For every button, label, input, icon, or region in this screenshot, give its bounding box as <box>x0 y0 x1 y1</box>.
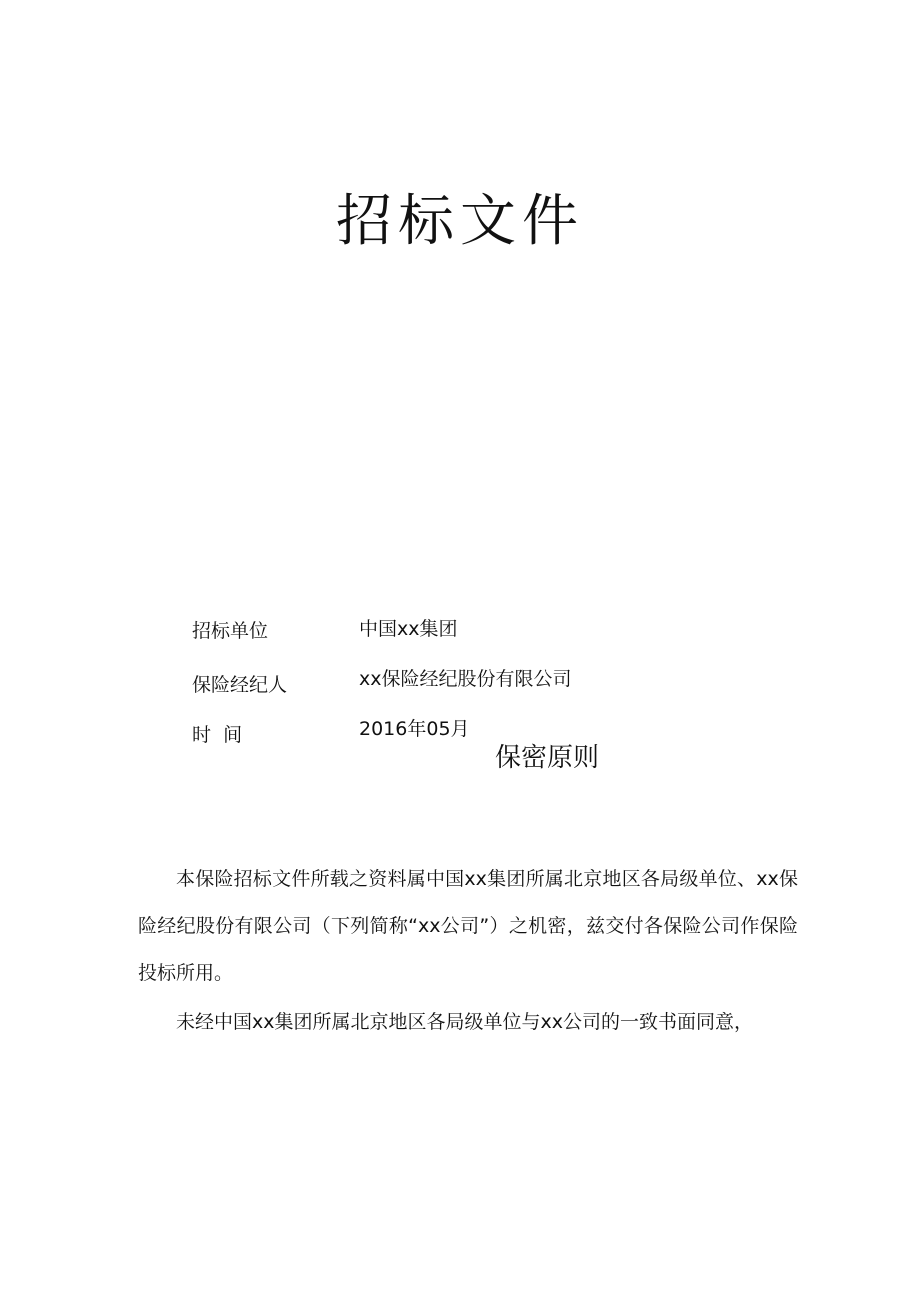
info-value: 2016年05月 <box>359 718 470 740</box>
info-label: 保险经纪人 <box>192 674 288 696</box>
info-row-date <box>0 714 920 748</box>
section-title: 保密原则 <box>495 743 600 773</box>
info-row-broker <box>0 664 920 698</box>
paragraph: 未经中国xx集团所属北京地区各局级单位与xx公司的一致书面同意， <box>176 1011 753 1033</box>
info-value: xx保险经纪股份有限公司 <box>359 668 572 690</box>
info-label: 招标单位 <box>192 620 269 642</box>
paragraph: 本保险招标文件所载之资料属中国xx集团所属北京地区各局级单位、xx保险经纪股份有限公司（下列简称“xx公司”）之机密，兹交付各保险公司作保险投标所用。 <box>138 868 798 984</box>
info-row-bidder <box>0 614 920 648</box>
page-title: 招标文件 <box>336 189 584 254</box>
body-text <box>138 856 798 1046</box>
info-value: 中国xx集团 <box>359 618 458 640</box>
info-label: 时 间 <box>192 724 243 746</box>
